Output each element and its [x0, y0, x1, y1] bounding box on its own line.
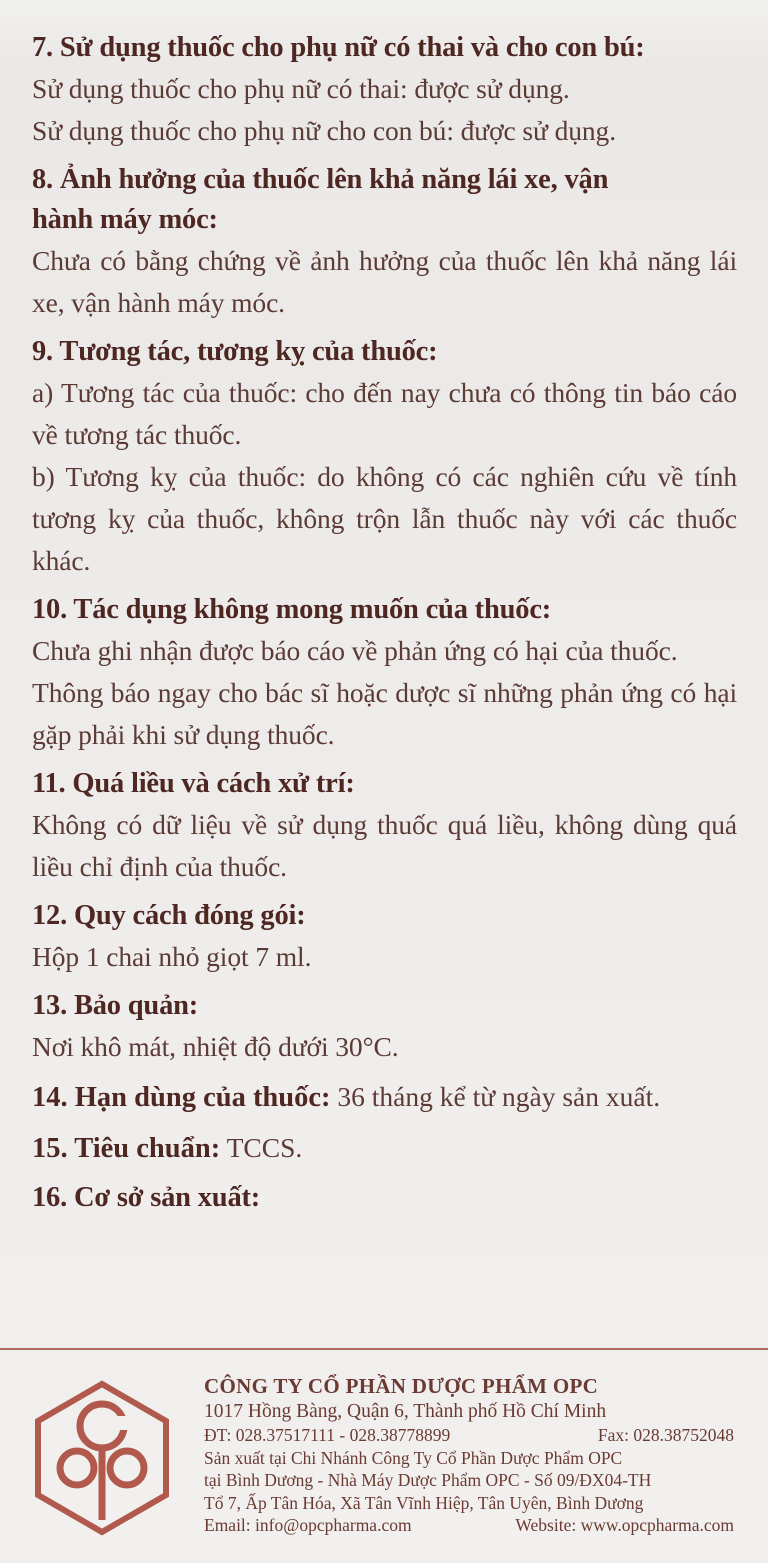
section-body: Hộp 1 chai nhỏ giọt 7 ml. — [32, 941, 312, 972]
section-body: Nơi khô mát, nhiệt độ dưới 30°C. — [32, 1031, 399, 1062]
section-label: 15. Tiêu chuẩn: — [32, 1133, 221, 1164]
section-11 — [32, 764, 737, 888]
opc-logo-icon — [32, 1378, 172, 1538]
section-16 — [32, 1178, 737, 1218]
section-heading: 10. Tác dụng không mong muốn của thuốc: — [32, 594, 552, 625]
section-line: Sử dụng thuốc cho phụ nữ có thai: được sử dụng. — [32, 73, 570, 104]
section-13 — [32, 986, 737, 1068]
section-heading: 16. Cơ sở sản xuất: — [32, 1182, 261, 1213]
section-heading: 9. Tương tác, tương kỵ của thuốc: — [32, 336, 438, 367]
company-name: CÔNG TY CỔ PHẦN DƯỢC PHẨM OPC — [204, 1374, 599, 1398]
section-value: TCCS. — [220, 1132, 303, 1163]
section-item-a: a) Tương tác của thuốc: cho đến nay chưa có thông tin báo cáo về tương tác thuốc. — [32, 377, 737, 450]
company-fax: Fax: 028.38752048 — [597, 1425, 734, 1445]
factory-line: tại Bình Dương - Nhà Máy Dược Phẩm OPC - Số 09/ĐX04-TH — [204, 1470, 652, 1490]
section-body: Chưa có bằng chứng về ảnh hưởng của thuốc lên khả năng lái xe, vận hành máy móc. — [32, 245, 737, 318]
section-15 — [32, 1127, 737, 1170]
section-7 — [32, 28, 737, 152]
company-email: Email: info@opcpharma.com — [204, 1515, 412, 1535]
section-14 — [32, 1076, 737, 1119]
contact-row — [204, 1424, 734, 1447]
section-body: Không có dữ liệu về sử dụng thuốc quá liều, không dùng quá liều chỉ định của thuốc. — [32, 809, 737, 882]
section-10 — [32, 590, 737, 756]
company-address: 1017 Hồng Bàng, Quận 6, Thành phố Hồ Chí Minh — [204, 1401, 607, 1422]
company-phone: ĐT: 028.37517111 - 028.38778899 — [204, 1425, 451, 1445]
section-8 — [32, 160, 737, 324]
section-line: Sử dụng thuốc cho phụ nữ cho con bú: được sử dụng. — [32, 115, 616, 146]
factory-line: Tổ 7, Ấp Tân Hóa, Xã Tân Vĩnh Hiệp, Tân Uyên, Bình Dương — [204, 1492, 644, 1513]
section-item-b: b) Tương kỵ của thuốc: do không có các nghiên cứu về tính tương kỵ của thuốc, không trộn lẫn thuốc này với các thuốc khác. — [32, 461, 737, 576]
footer-divider — [0, 1348, 768, 1350]
factory-line: Sản xuất tại Chi Nhánh Công Ty Cổ Phần Dược Phẩm OPC — [204, 1447, 623, 1468]
section-heading: 11. Quá liều và cách xử trí: — [32, 768, 355, 799]
section-heading: hành máy móc: — [32, 204, 218, 235]
section-body: Thông báo ngay cho bác sĩ hoặc dược sĩ những phản ứng có hại gặp phải khi sử dụng thuốc. — [32, 677, 737, 750]
section-12 — [32, 896, 737, 978]
section-heading: 7. Sử dụng thuốc cho phụ nữ có thai và cho con bú: — [32, 32, 645, 63]
section-heading: 12. Quy cách đóng gói: — [32, 900, 306, 931]
section-body: Chưa ghi nhận được báo cáo về phản ứng có hại của thuốc. — [32, 635, 678, 666]
section-heading: 8. Ảnh hưởng của thuốc lên khả năng lái xe, vận — [32, 164, 609, 195]
leaflet-content — [32, 28, 737, 1218]
logo-text: OPC — [102, 1525, 134, 1538]
section-9 — [32, 332, 737, 582]
company-info — [204, 1372, 734, 1537]
section-inline — [32, 1076, 737, 1119]
company-website: Website: www.opcpharma.com — [515, 1515, 734, 1535]
section-inline — [32, 1127, 737, 1170]
web-row — [204, 1514, 734, 1537]
section-label: 14. Hạn dùng của thuốc: — [32, 1082, 331, 1113]
section-value: 36 tháng kể từ ngày sản xuất. — [330, 1081, 661, 1112]
section-heading: 13. Bảo quản: — [32, 990, 199, 1021]
